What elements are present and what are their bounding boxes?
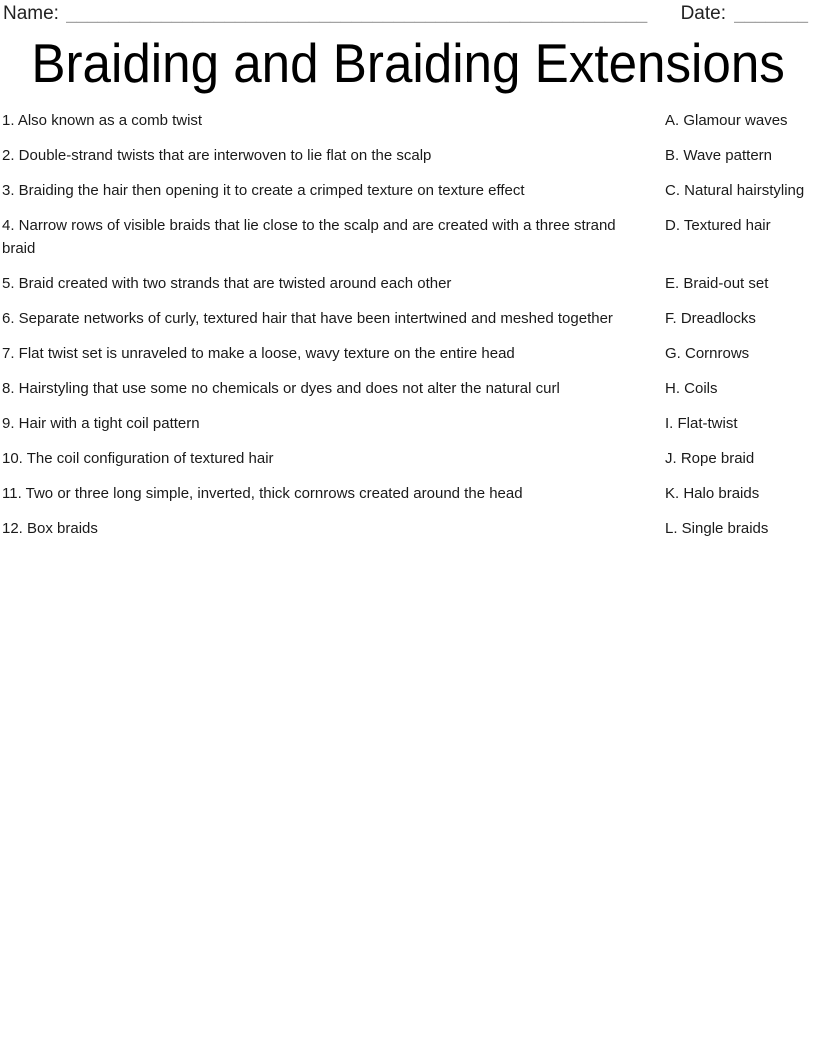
answer-text: B. Wave pattern <box>665 147 772 164</box>
answer-text: D. Textured hair <box>665 217 771 234</box>
clue-text: 3. Braiding the hair then opening it to create a crimped texture on texture effect <box>2 182 525 199</box>
match-row <box>2 307 816 330</box>
answer-text: L. Single braids <box>665 520 769 537</box>
match-row <box>2 109 816 132</box>
matching-list <box>0 109 816 540</box>
page-title-text: Braiding and Braiding Extensions <box>31 32 785 94</box>
match-row <box>2 214 816 260</box>
match-row <box>2 144 816 167</box>
date-blank-line: _______ <box>734 3 808 24</box>
clue-text: 1. Also known as a comb twist <box>2 112 203 129</box>
answer-text: G. Cornrows <box>665 345 750 362</box>
answer-text: J. Rope braid <box>665 450 755 467</box>
clue-text: 10. The coil configuration of textured hair <box>2 450 274 467</box>
clue-text: 11. Two or three long simple, inverted, thick cornrows created around the head <box>2 485 523 502</box>
match-row <box>2 447 816 470</box>
clue-text: 8. Hairstyling that use some no chemicals or dyes and does not alter the natural curl <box>2 380 560 397</box>
match-row <box>2 482 816 505</box>
answer-text: K. Halo braids <box>665 485 760 502</box>
match-row <box>2 412 816 435</box>
clue-text: 9. Hair with a tight coil pattern <box>2 415 200 432</box>
clue-text: 4. Narrow rows of visible braids that lie close to the scalp and are created with a three strand braid <box>2 217 616 257</box>
match-row <box>2 179 816 202</box>
page-title <box>0 34 816 92</box>
answer-text: I. Flat-twist <box>665 415 738 432</box>
answer-text: H. Coils <box>665 380 718 397</box>
answer-text: E. Braid-out set <box>665 275 769 292</box>
name-date-header <box>0 0 816 26</box>
match-row <box>2 377 816 400</box>
answer-text: A. Glamour waves <box>665 112 788 129</box>
clue-text: 7. Flat twist set is unraveled to make a loose, wavy texture on the entire head <box>2 345 515 362</box>
match-row <box>2 517 816 540</box>
clue-text: 5. Braid created with two strands that are twisted around each other <box>2 275 452 292</box>
date-label: Date: <box>680 3 726 24</box>
match-row <box>2 272 816 295</box>
clue-text: 6. Separate networks of curly, textured hair that have been intertwined and meshed together <box>2 310 613 327</box>
answer-text: F. Dreadlocks <box>665 310 756 327</box>
answer-text: C. Natural hairstyling <box>665 182 805 199</box>
name-label: Name: <box>3 3 59 24</box>
name-blank-line: _______________________________________________________ <box>65 3 648 24</box>
clue-text: 2. Double-strand twists that are interwoven to lie flat on the scalp <box>2 147 432 164</box>
match-row <box>2 342 816 365</box>
clue-text: 12. Box braids <box>2 520 98 537</box>
